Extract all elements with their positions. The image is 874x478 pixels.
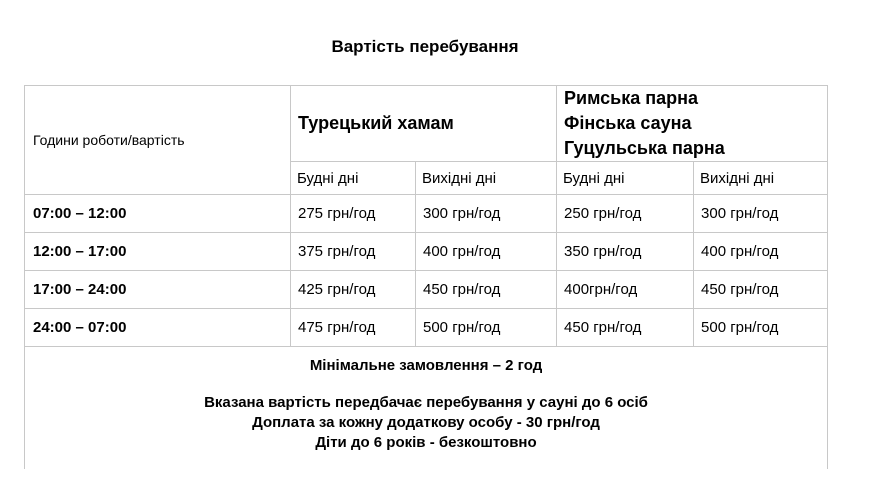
table-footer-row [25, 347, 828, 470]
price-cell: 400 грн/год [416, 233, 557, 271]
time-slot: 24:00 – 07:00 [25, 309, 291, 347]
group-title-line: Римська парна [564, 88, 699, 108]
minimum-order-note: Мінімальне замовлення – 2 год [309, 357, 543, 374]
price-cell: 400 грн/год [694, 233, 828, 271]
price-cell: 350 грн/год [557, 233, 694, 271]
group-title-line: Гуцульська парна [564, 138, 725, 158]
price-cell: 450 грн/год [416, 271, 557, 309]
column-header-weekends: Вихідні дні [416, 162, 557, 195]
price-cell: 375 грн/год [291, 233, 416, 271]
group-header-saunas [557, 86, 828, 162]
price-cell: 500 грн/год [416, 309, 557, 347]
page-title: Вартість перебування [331, 37, 519, 56]
price-cell: 425 грн/год [291, 271, 416, 309]
column-header-weekdays: Будні дні [291, 162, 416, 195]
hours-label-cell [25, 86, 291, 195]
footer-note: Вказана вартість передбачає перебування у сауні до 6 осіб [204, 394, 648, 411]
group-header-turkish-hammam [291, 86, 557, 162]
column-header-weekdays: Будні дні [557, 162, 694, 195]
footer-notes-cell [25, 347, 828, 470]
time-slot: 12:00 – 17:00 [25, 233, 291, 271]
price-cell: 475 грн/год [291, 309, 416, 347]
table-header-row [25, 86, 828, 162]
table-row [25, 309, 828, 347]
footer-note: Діти до 6 років - безкоштовно [315, 434, 537, 451]
price-table [24, 85, 828, 469]
price-cell: 500 грн/год [694, 309, 828, 347]
time-slot: 07:00 – 12:00 [25, 195, 291, 233]
price-cell: 250 грн/год [557, 195, 694, 233]
price-cell: 450 грн/год [557, 309, 694, 347]
footer-note: Доплата за кожну додаткову особу - 30 грн/год [252, 414, 600, 431]
group-title-line: Фінська сауна [564, 113, 692, 133]
time-slot: 17:00 – 24:00 [25, 271, 291, 309]
group-title-line: Турецький хамам [298, 113, 454, 133]
table-row [25, 195, 828, 233]
column-header-weekends: Вихідні дні [694, 162, 828, 195]
footer-notes [25, 393, 827, 453]
price-cell: 300 грн/год [416, 195, 557, 233]
hours-label: Години роботи/вартість [33, 132, 185, 148]
table-row [25, 271, 828, 309]
price-cell: 450 грн/год [694, 271, 828, 309]
price-cell: 400грн/год [557, 271, 694, 309]
price-cell: 275 грн/год [291, 195, 416, 233]
price-cell: 300 грн/год [694, 195, 828, 233]
table-row [25, 233, 828, 271]
